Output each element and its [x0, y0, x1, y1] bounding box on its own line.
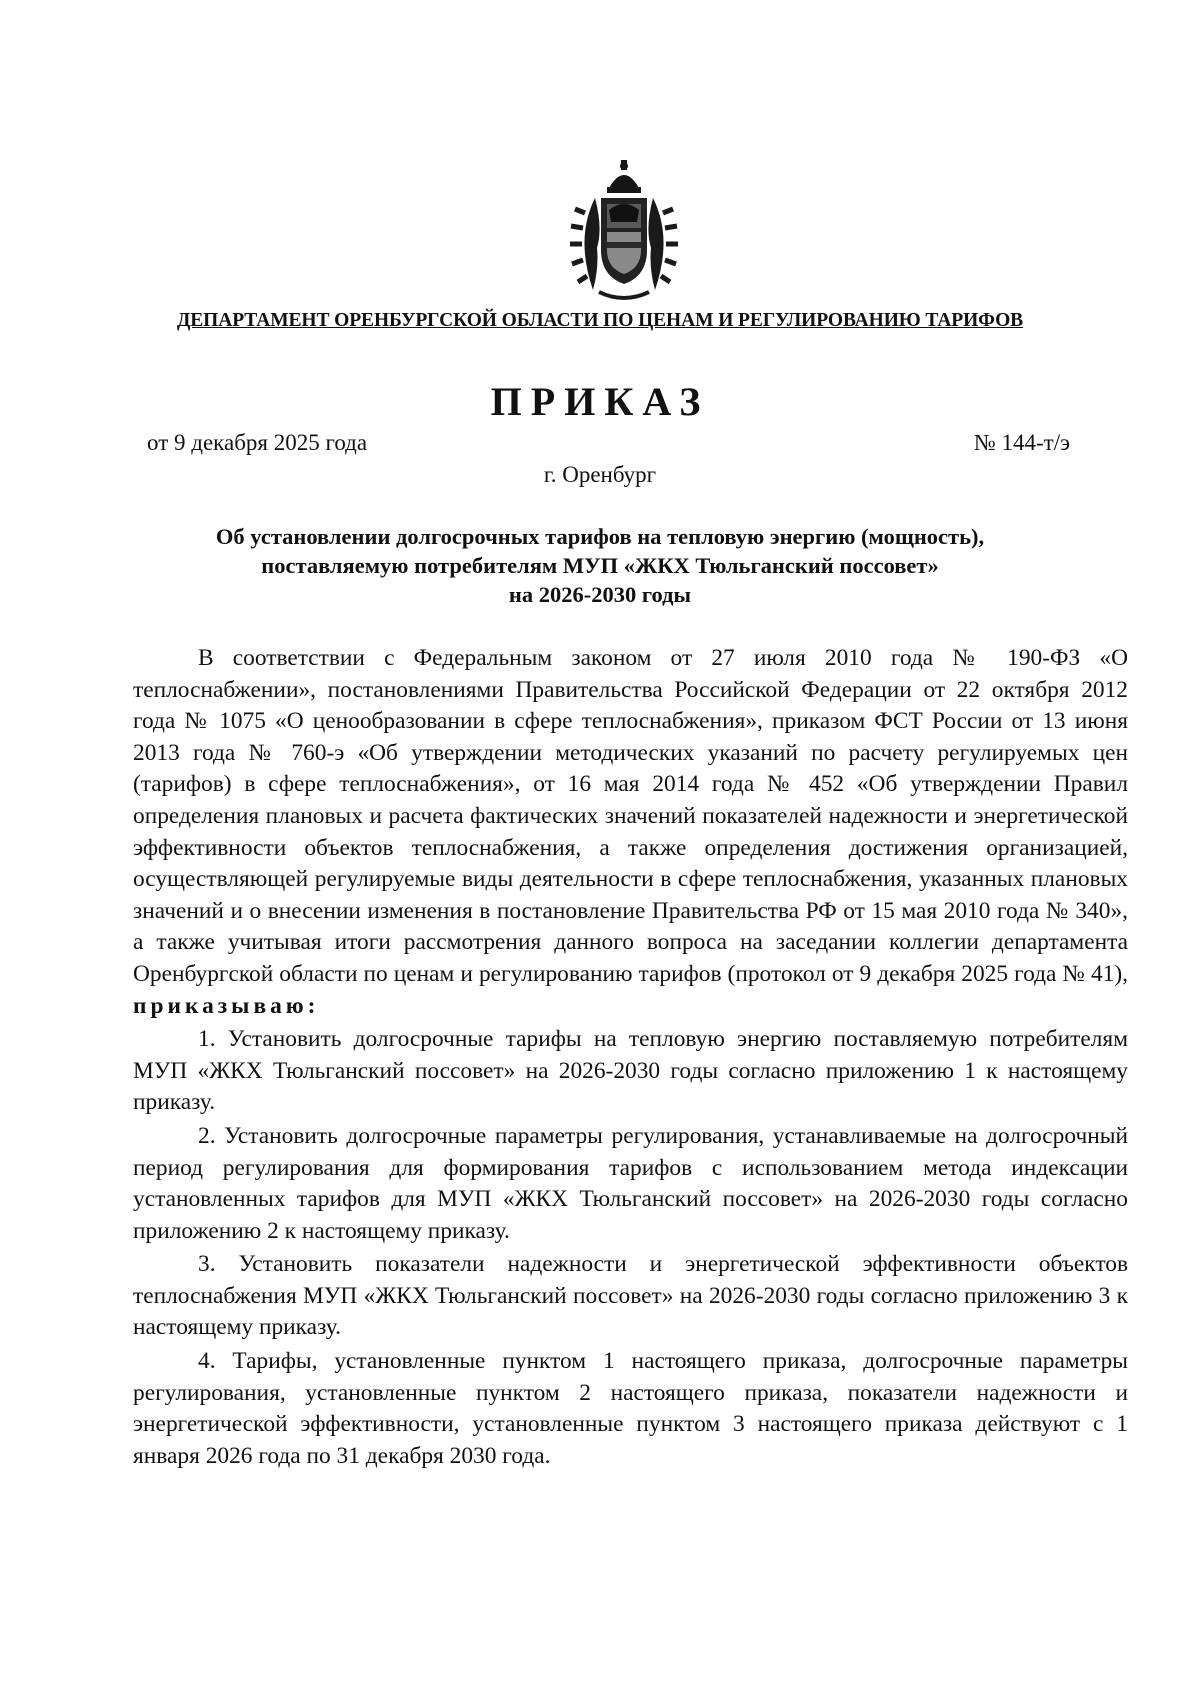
- clause-3: 3. Установить показатели надежности и энергетической эффективности объектов теплоснабжения МУП «ЖКХ Тюльганский поссовет» на 2026-2030 годы согласно приложению 3 к настоящему приказу.: [133, 1251, 1128, 1341]
- title-line: поставляемую потребителям МУП «ЖКХ Тюльганский поссовет»: [261, 553, 939, 578]
- clause-1: 1. Установить долгосрочные тарифы на тепловую энергию поставляемую потребителям МУП «ЖКХ Тюльганский поссовет» на 2026-2030 годы согласно приложению 1 к настоящему приказу.: [133, 1026, 1128, 1116]
- title-line: на 2026-2030 годы: [508, 582, 692, 607]
- order-city: г. Оренбург: [543, 462, 657, 487]
- order-number: № 144-т/э: [973, 430, 1070, 455]
- order-date: от 9 декабря 2025 года: [147, 430, 368, 455]
- clause-2: 2. Установить долгосрочные параметры регулирования, устанавливаемые на долгосрочный период регулирования для формирования тарифов с использованием метода индексации установленных тарифов для МУП «ЖКХ Тюльганский поссовет» на 2026-2030 годы согласно приложению 2 к настоящему приказу.: [133, 1122, 1128, 1244]
- document-title: [120, 522, 1080, 609]
- preamble-text: В соответствии с Федеральным законом от 27 июля 2010 года № 190-ФЗ «О теплоснабжении», постановлениями Правительства Российской Федерации от 22 октября 2012 года № 1075 «О ценообразовании в сфере теплоснабжения», приказом ФСТ России от 13 июня 2013 года № 760-э «Об утверждении методических указаний по расчету регулируемых цен (тарифов) в сфере теплоснабжения», от 16 мая 2014 года № 452 «Об утверждении Правил определения плановых и расчета фактических значений показателей надежности и энергетической эффективности объектов теплоснабжения, а также определения достижения организацией, осуществляющей регулируемые виды деятельности в сфере теплоснабжения, указанных плановых значений и о внесении изменения в постановление Правительства РФ от 15 мая 2010 года № 340», а также учитывая итоги рассмотрения данного вопроса на заседании коллегии департамента Оренбургской области по ценам и регулированию тарифов (протокол от 9 декабря 2025 года № 41),: [133, 645, 1128, 987]
- title-line: Об установлении долгосрочных тарифов на тепловую энергию (мощность),: [215, 524, 985, 549]
- department-name: ДЕПАРТАМЕНТ ОРЕНБУРГСКОЙ ОБЛАСТИ ПО ЦЕНАМ И РЕГУЛИРОВАНИЮ ТАРИФОВ: [176, 310, 1024, 331]
- coat-of-arms-icon: [565, 158, 683, 306]
- document-body: [133, 643, 1128, 1472]
- preamble-paragraph: [133, 643, 1128, 1022]
- clause-4: 4. Тарифы, установленные пунктом 1 настоящего приказа, долгосрочные параметры регулирования, установленные пунктом 2 настоящего приказа, показатели надежности и энергетической эффективности, установленные пунктом 3 настоящего приказа действуют с 1 января 2026 года по 31 декабря 2030 года.: [133, 1348, 1128, 1469]
- decree-word: приказываю:: [133, 992, 320, 1019]
- order-heading: ПРИКАЗ: [490, 379, 710, 424]
